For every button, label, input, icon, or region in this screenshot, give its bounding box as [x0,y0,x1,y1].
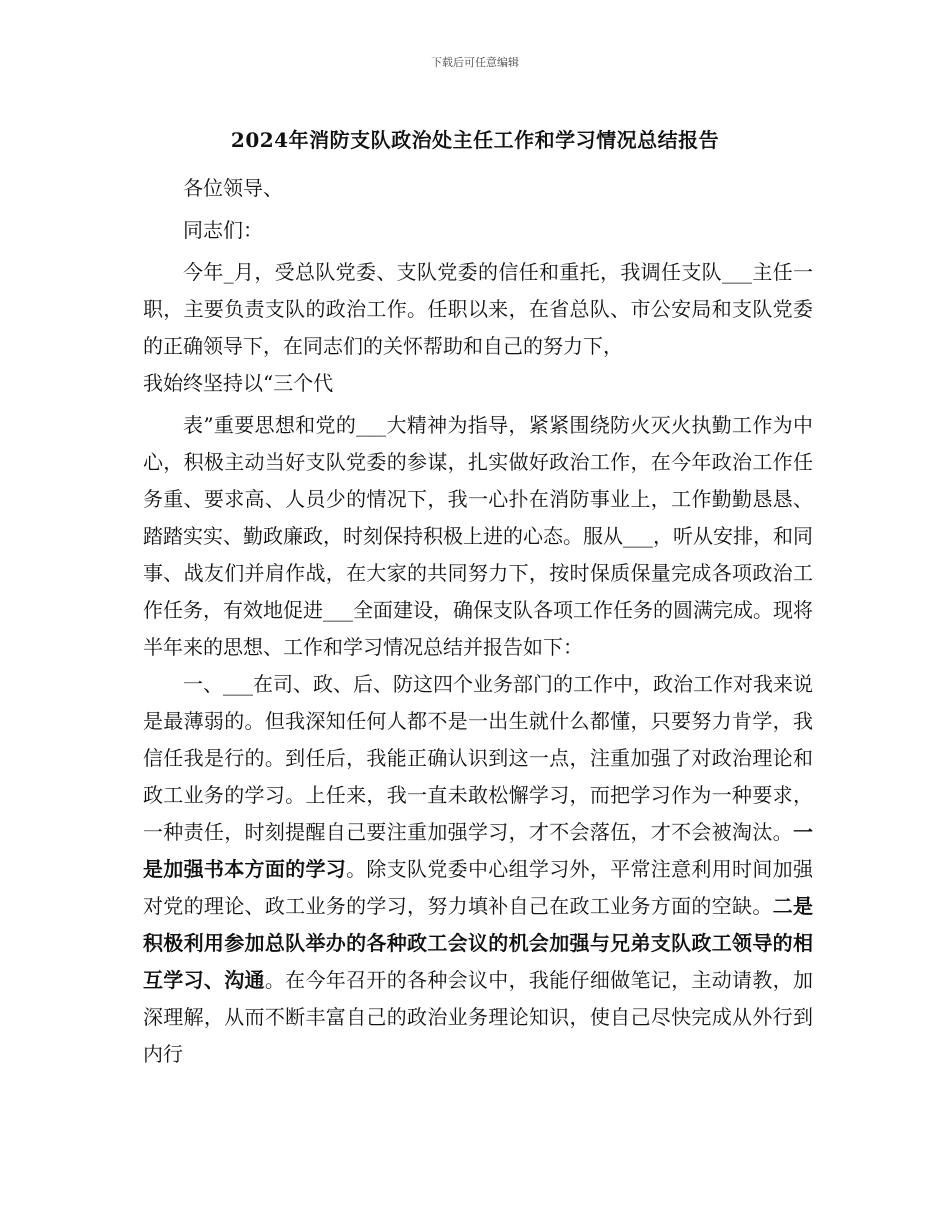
paragraph-3-bold-point-2: 二是积极利用参加总队举办的各种政工会议的机会加强与兄弟支队政工领导的相互学习、沟通 [143,894,813,992]
paragraph-3-intro: 一、___在司、政、后、防这四个业务部门的工作中，政治工作对我来说是最薄弱的。但我深知任何人都不是一出生就什么都懂，只要努力肯学，我信任我是行的。到任后，我能正确认识到这一点，注重加强了对政治理论和政工业务的学习。上任来，我一直未敢松懈学习，而把学习作为一种要求，一种责任，时刻提醒自己要注重加强学习，才不会落伍，才不会被淘汰。 [143,672,813,844]
paragraph-2: 表”重要思想和党的___大精神为指导，紧紧围绕防火灭火执勤工作为中心，积极主动当好支队党委的参谋，扎实做好政治工作，在今年政治工作任务重、要求高、人员少的情况下，我一心扑在消防事业上，工作勤勤恳恳、踏踏实实、勤政廉政，时刻保持积极上进的心态。服从___，听从安排，和同事、战友们并肩作战，在大家的共同努力下，按时保质保量完成各项政治工作任务，有效地促进___全面建设，确保支队各项工作任务的圆满完成。现将半年来的思想、工作和学习情况总结并报告如下： [143,413,813,659]
paragraph-1-break-line: 我始终坚持以“三个代 [143,371,334,395]
paragraph-3-bold-point-1: 一是加强书本方面的学习 [143,820,813,881]
header-note: 下载后可任意编辑 [431,56,519,69]
salutation-leaders: 各位领导、 [183,176,283,200]
document-body [143,170,813,1073]
paragraph-3 [143,666,813,1073]
salutation-comrades: 同志们： [183,218,263,242]
paragraph-3-text-2: 。在今年召开的各种会议中，我能仔细做笔记，主动请教，加深理解，从而不断丰富自己的政治业务理论知识，使自己尽快完成从外行到内行 [143,968,813,1066]
paragraph-3-text-1: 。除支队党委中心组学习外，平常注意利用时间加强对党的理论、政工业务的学习，努力填补自己在政工业务方面的空缺。 [143,857,813,918]
document-title: 2024年消防支队政治处主任工作和学习情况总结报告 [230,128,720,152]
paragraph-1-text: 今年_月，受总队党委、支队党委的信任和重托，我调任支队___主任一职，主要负责支队的政治工作。任职以来，在省总队、市公安局和支队党委的正确领导下，在同志们的关怀帮助和自己的努力下， [143,260,813,358]
paragraph-1 [143,254,813,402]
